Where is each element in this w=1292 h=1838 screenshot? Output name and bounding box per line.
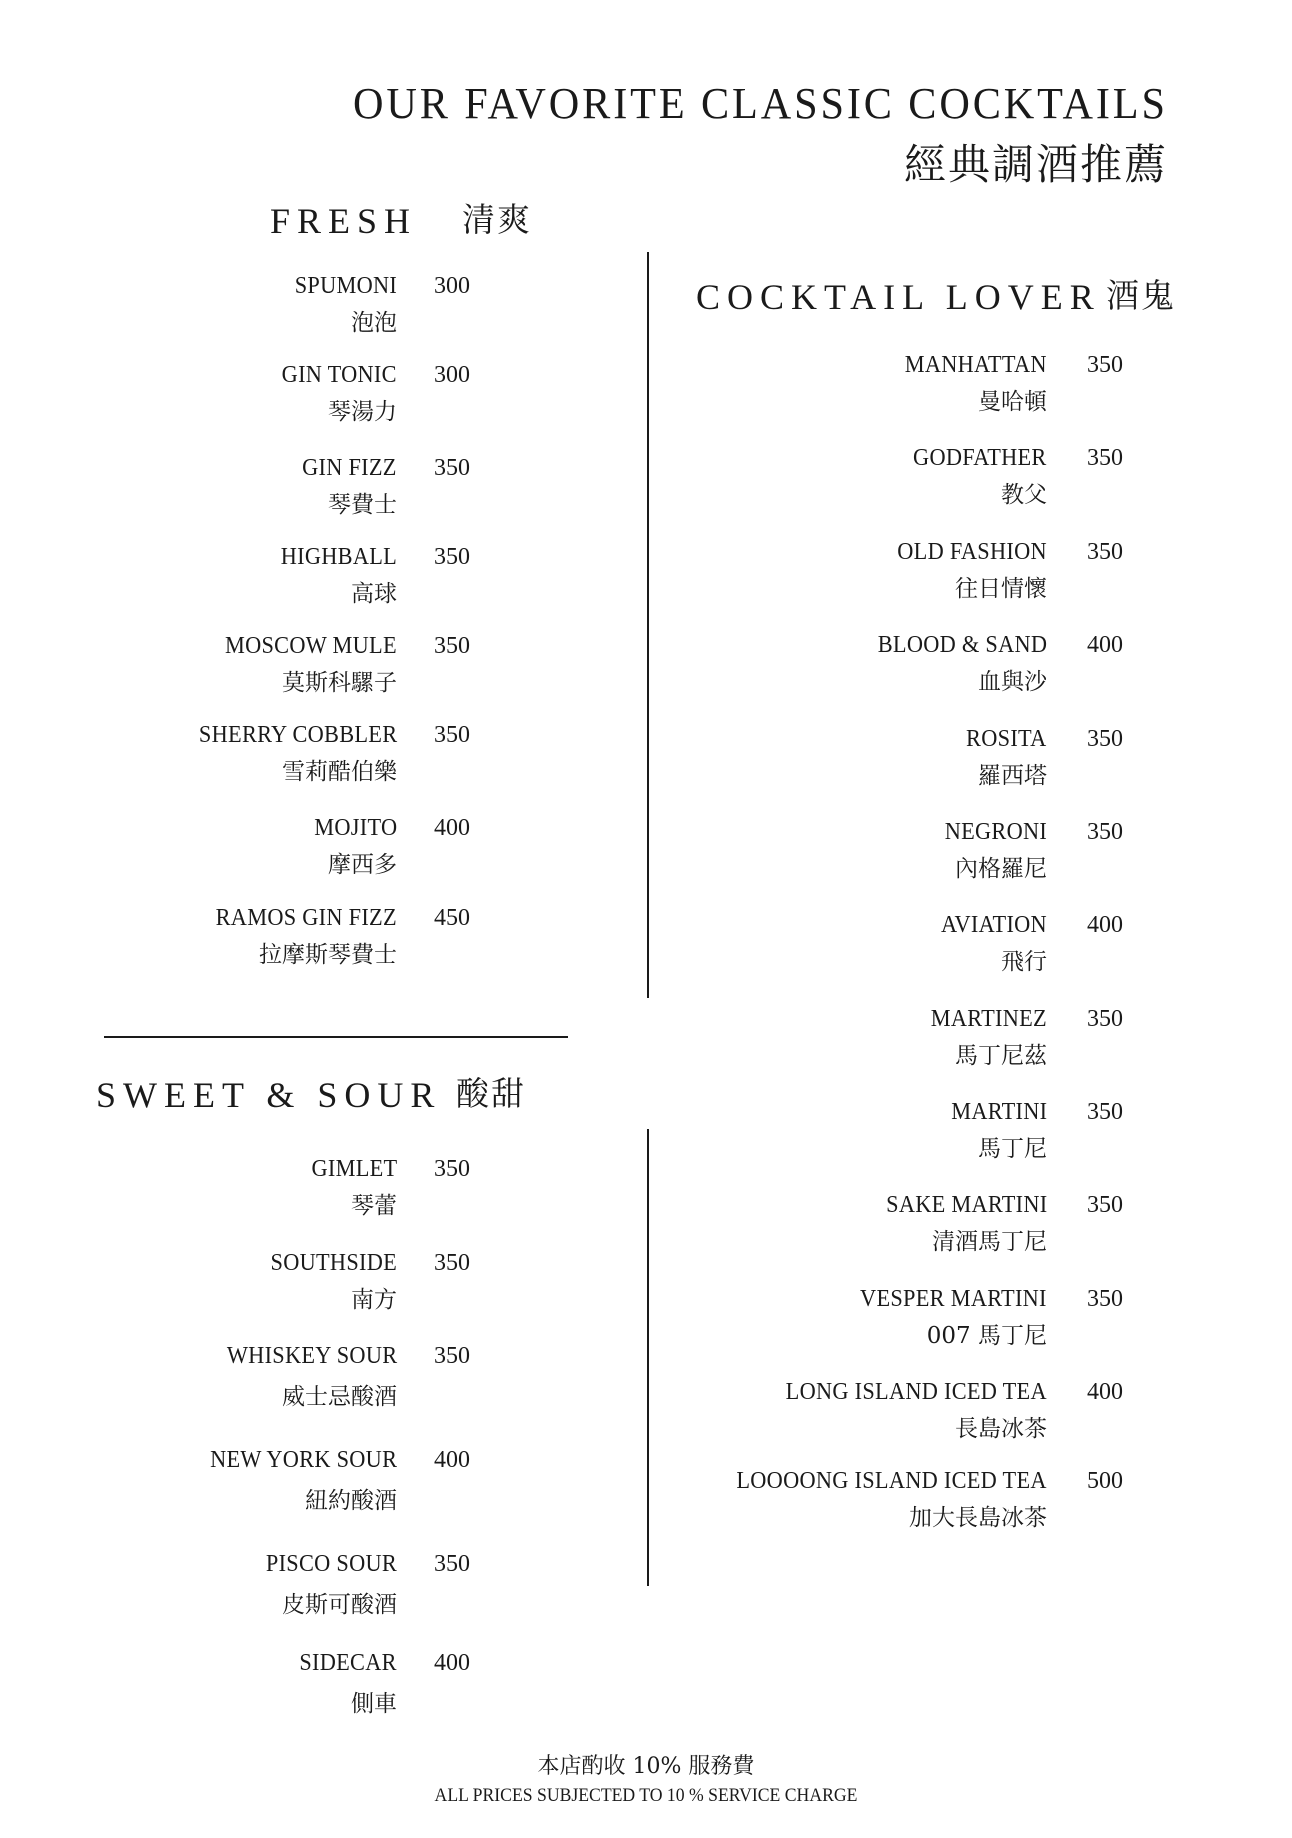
item-name-chinese: 馬丁尼 — [978, 1136, 1047, 1162]
item-price: 400 — [1087, 632, 1123, 658]
item-name: RAMOS GIN FIZZ — [215, 905, 397, 931]
menu-title: OUR FAVORITE CLASSIC COCKTAILS — [353, 79, 1168, 128]
item-name: MARTINI — [950, 1099, 1047, 1125]
item-name-chinese: 紐約酸酒 — [305, 1488, 397, 1514]
item-price: 350 — [1087, 1286, 1123, 1312]
item-price: 350 — [1087, 539, 1123, 565]
item-name: HIGHBALL — [280, 544, 397, 570]
item-price: 350 — [1087, 726, 1123, 752]
item-name: LOOOONG ISLAND ICED TEA — [736, 1468, 1047, 1494]
item-price: 350 — [434, 1156, 470, 1182]
item-name-chinese: 高球 — [351, 581, 397, 607]
service-charge-chinese: 本店酌收 10% 服務費 — [537, 1754, 755, 1779]
item-name: SIDECAR — [299, 1650, 397, 1676]
cocktail-lover-list — [690, 352, 1123, 1553]
item-name-chinese: 加大長島冰茶 — [909, 1505, 1047, 1531]
item-price: 350 — [434, 1551, 470, 1577]
item-name-chinese: 雪莉酷伯樂 — [282, 759, 397, 785]
item-name: GIMLET — [311, 1156, 397, 1182]
item-name: SPUMONI — [294, 273, 397, 299]
item-price: 350 — [1087, 1192, 1123, 1218]
item-name: AVIATION — [941, 912, 1047, 938]
item-name: SAKE MARTINI — [885, 1192, 1047, 1218]
column-divider-lower — [647, 1129, 649, 1586]
item-price: 400 — [434, 1650, 470, 1676]
item-name: GIN TONIC — [281, 362, 397, 388]
item-price: 300 — [434, 362, 470, 388]
section-title-chinese: 酒鬼 — [1106, 276, 1176, 315]
item-price: 350 — [434, 455, 470, 481]
item-name-chinese: 皮斯可酸酒 — [282, 1592, 397, 1618]
item-name-chinese: 摩西多 — [328, 852, 397, 878]
item-price: 400 — [1087, 1379, 1123, 1405]
item-name: BLOOD & SAND — [877, 632, 1047, 658]
item-name-chinese: 內格羅尼 — [955, 856, 1047, 882]
section-title: COCKTAIL LOVER — [696, 277, 1101, 317]
item-name-chinese: 清酒馬丁尼 — [932, 1229, 1047, 1255]
item-name-chinese: 琴湯力 — [328, 399, 397, 425]
item-name-chinese: 長島冰茶 — [955, 1416, 1047, 1442]
item-name-chinese: 007 馬丁尼 — [926, 1323, 1047, 1349]
item-price: 350 — [434, 722, 470, 748]
item-name-chinese: 羅西塔 — [978, 763, 1047, 789]
item-name-chinese: 南方 — [351, 1287, 397, 1313]
item-price: 400 — [434, 1447, 470, 1473]
fresh-list — [90, 273, 470, 974]
section-header-cocktail-lover — [696, 276, 1196, 317]
item-name-chinese: 側車 — [351, 1691, 397, 1717]
item-name: GODFATHER — [913, 445, 1047, 471]
item-name-chinese: 曼哈頓 — [978, 389, 1047, 415]
item-name: OLD FASHION — [897, 539, 1047, 565]
item-name-chinese: 莫斯科騾子 — [282, 670, 397, 696]
item-name: GIN FIZZ — [302, 455, 397, 481]
item-price: 350 — [434, 1250, 470, 1276]
item-name: NEGRONI — [944, 819, 1047, 845]
item-name: ROSITA — [966, 726, 1047, 752]
section-title-chinese: 清爽 — [462, 200, 532, 239]
item-name: PISCO SOUR — [265, 1551, 397, 1577]
item-name-chinese: 泡泡 — [351, 310, 397, 336]
item-name: MOSCOW MULE — [225, 633, 397, 659]
item-name: SOUTHSIDE — [270, 1250, 397, 1276]
item-price: 350 — [1087, 445, 1123, 471]
item-name-chinese: 琴費士 — [328, 492, 397, 518]
section-title-chinese: 酸甜 — [456, 1074, 526, 1113]
item-price: 350 — [1087, 352, 1123, 378]
column-divider-upper — [647, 252, 649, 998]
item-price: 350 — [434, 1343, 470, 1369]
section-title: FRESH — [270, 201, 418, 241]
service-charge-english: ALL PRICES SUBJECTED TO 10 % SERVICE CHARGE — [434, 1785, 858, 1806]
item-name-chinese: 血與沙 — [978, 669, 1047, 695]
item-price: 450 — [434, 905, 470, 931]
item-name: VESPER MARTINI — [860, 1286, 1047, 1312]
section-title: SWEET & SOUR — [96, 1075, 442, 1115]
item-name: NEW YORK SOUR — [209, 1447, 397, 1473]
item-name: SHERRY COBBLER — [198, 722, 397, 748]
item-name: MOJITO — [313, 815, 397, 841]
section-header-fresh — [270, 200, 570, 241]
item-name-chinese: 馬丁尼茲 — [955, 1043, 1047, 1069]
sweet-sour-list — [90, 1156, 470, 1717]
item-price: 350 — [434, 633, 470, 659]
item-price: 350 — [434, 544, 470, 570]
item-name-chinese: 拉摩斯琴費士 — [259, 942, 397, 968]
service-charge-note — [0, 1756, 1292, 1805]
item-name: MARTINEZ — [930, 1006, 1047, 1032]
item-price: 350 — [1087, 1099, 1123, 1125]
item-price: 500 — [1087, 1468, 1123, 1494]
item-name: MANHATTAN — [904, 352, 1047, 378]
section-divider — [104, 1036, 568, 1038]
item-name-chinese: 教父 — [1001, 482, 1047, 508]
item-name-chinese: 琴蕾 — [351, 1193, 397, 1219]
item-price: 350 — [1087, 1006, 1123, 1032]
item-price: 400 — [1087, 912, 1123, 938]
section-header-sweet-sour — [96, 1074, 566, 1115]
item-price: 350 — [1087, 819, 1123, 845]
item-name-chinese: 飛行 — [1001, 949, 1047, 975]
menu-title-chinese: 經典調酒推薦 — [903, 140, 1168, 189]
item-name-chinese: 往日情懷 — [955, 576, 1047, 602]
item-name-chinese: 威士忌酸酒 — [282, 1384, 397, 1410]
item-price: 400 — [434, 815, 470, 841]
item-name: LONG ISLAND ICED TEA — [785, 1379, 1047, 1405]
item-price: 300 — [434, 273, 470, 299]
item-name: WHISKEY SOUR — [226, 1343, 397, 1369]
